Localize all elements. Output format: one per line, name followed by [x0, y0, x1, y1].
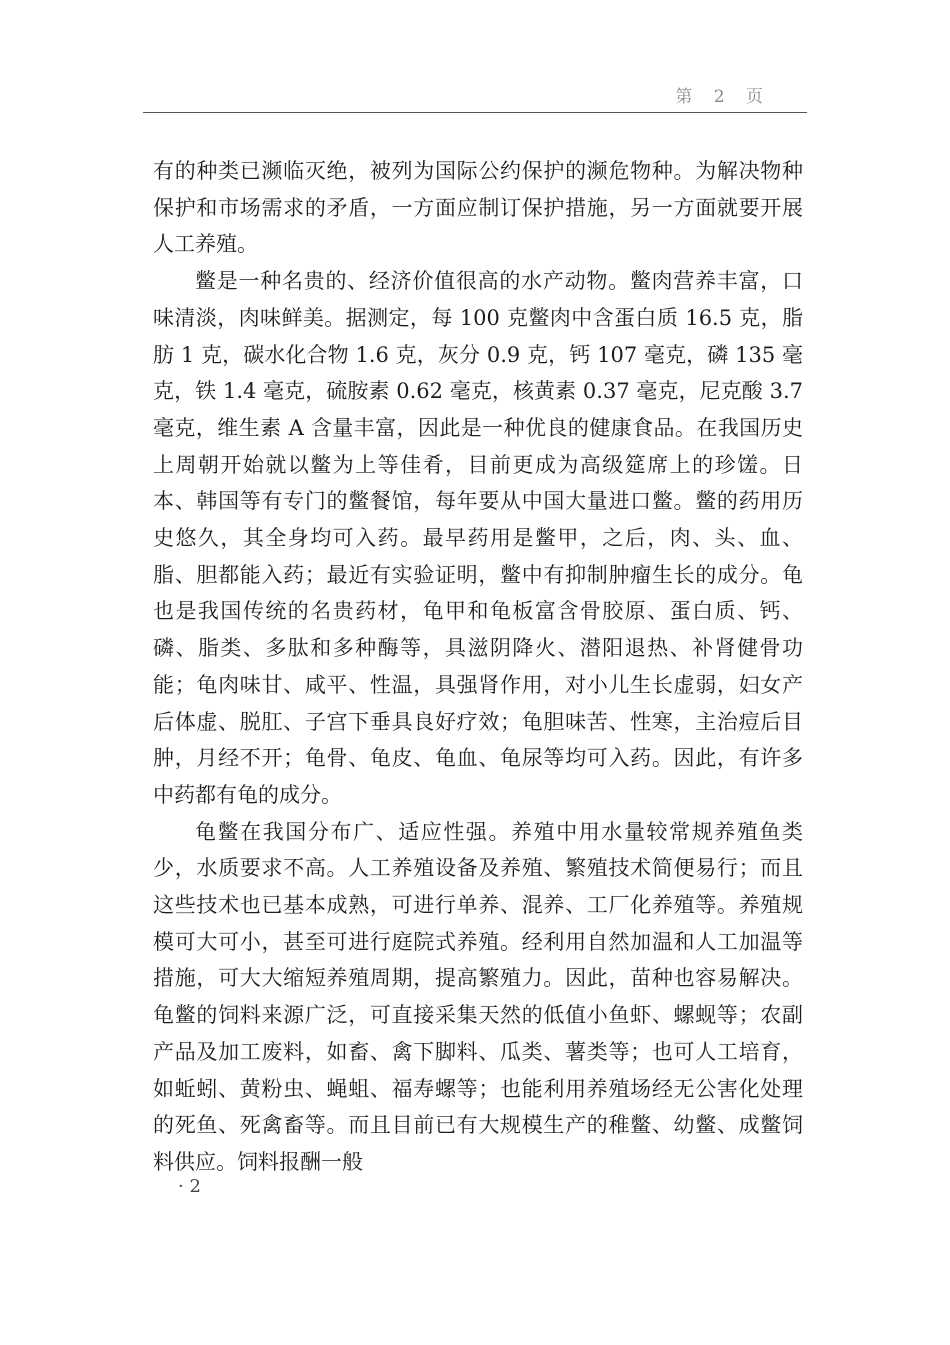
body-text	[153, 153, 803, 1181]
running-header-page-label: 第 2 页	[675, 87, 771, 107]
page-footer-number: · 2	[178, 1176, 201, 1197]
paragraph-turtle-value: 鳖是一种名贵的、经济价值很高的水产动物。鳖肉营养丰富，口味清淡，肉味鲜美。据测定，每 100 克鳖肉中含蛋白质 16.5 克，脂肪 1 克，碳水化合物 1.6 克，灰分 0.9 克，钙 107 毫克，磷 135 毫克，铁 1.4 毫克，硫胺素 0.62 毫克，核黄素 0.37 毫克，尼克酸 3.7 毫克，维生素 A 含量丰富，因此是一种优良的健康食品。在我国历史上周朝开始就以鳖为上等佳肴，目前更成为高级筵席上的珍馐。日本、韩国等有专门的鳖餐馆，每年要从中国大量进口鳖。鳖的药用历史悠久，其全身均可入药。最早药用是鳖甲，之后，肉、头、血、脂、胆都能入药；最近有实验证明，鳖中有抑制肿瘤生长的成分。龟也是我国传统的名贵药材，龟甲和龟板富含骨胶原、蛋白质、钙、磷、脂类、多肽和多种酶等，具滋阴降火、潜阳退热、补肾健骨功能；龟肉味甘、咸平、性温，具强肾作用，对小儿生长虚弱，妇女产后体虚、脱肛、子宫下垂具良好疗效；龟胆味苦、性寒，主治痘后目肿，月经不开；龟骨、龟皮、龟血、龟尿等均可入药。因此，有许多中药都有龟的成分。	[153, 269, 803, 807]
paragraph-continuation: 有的种类已濒临灭绝，被列为国际公约保护的濒危物种。为解决物种保护和市场需求的矛盾，一方面应制订保护措施，另一方面就要开展人工养殖。	[153, 159, 803, 257]
paragraph-farming-advantages: 龟鳖在我国分布广、适应性强。养殖中用水量较常规养殖鱼类少，水质要求不高。人工养殖设备及养殖、繁殖技术简便易行；而且这些技术也已基本成熟，可进行单养、混养、工厂化养殖等。养殖规模可大可小，甚至可进行庭院式养殖。经利用自然加温和人工加温等措施，可大大缩短养殖周期，提高繁殖力。因此，苗种也容易解决。龟鳖的饲料来源广泛，可直接采集天然的低值小鱼虾、螺蚬等；农副产品及加工废料，如畜、禽下脚料、瓜类、薯类等；也可人工培育，如蚯蚓、黄粉虫、蝇蛆、福寿螺等；也能利用养殖场经无公害化处理的死鱼、死禽畜等。而且目前已有大规模生产的稚鳖、幼鳖、成鳖饲料供应。饲料报酬一般	[153, 819, 803, 1174]
page-header	[143, 80, 807, 113]
